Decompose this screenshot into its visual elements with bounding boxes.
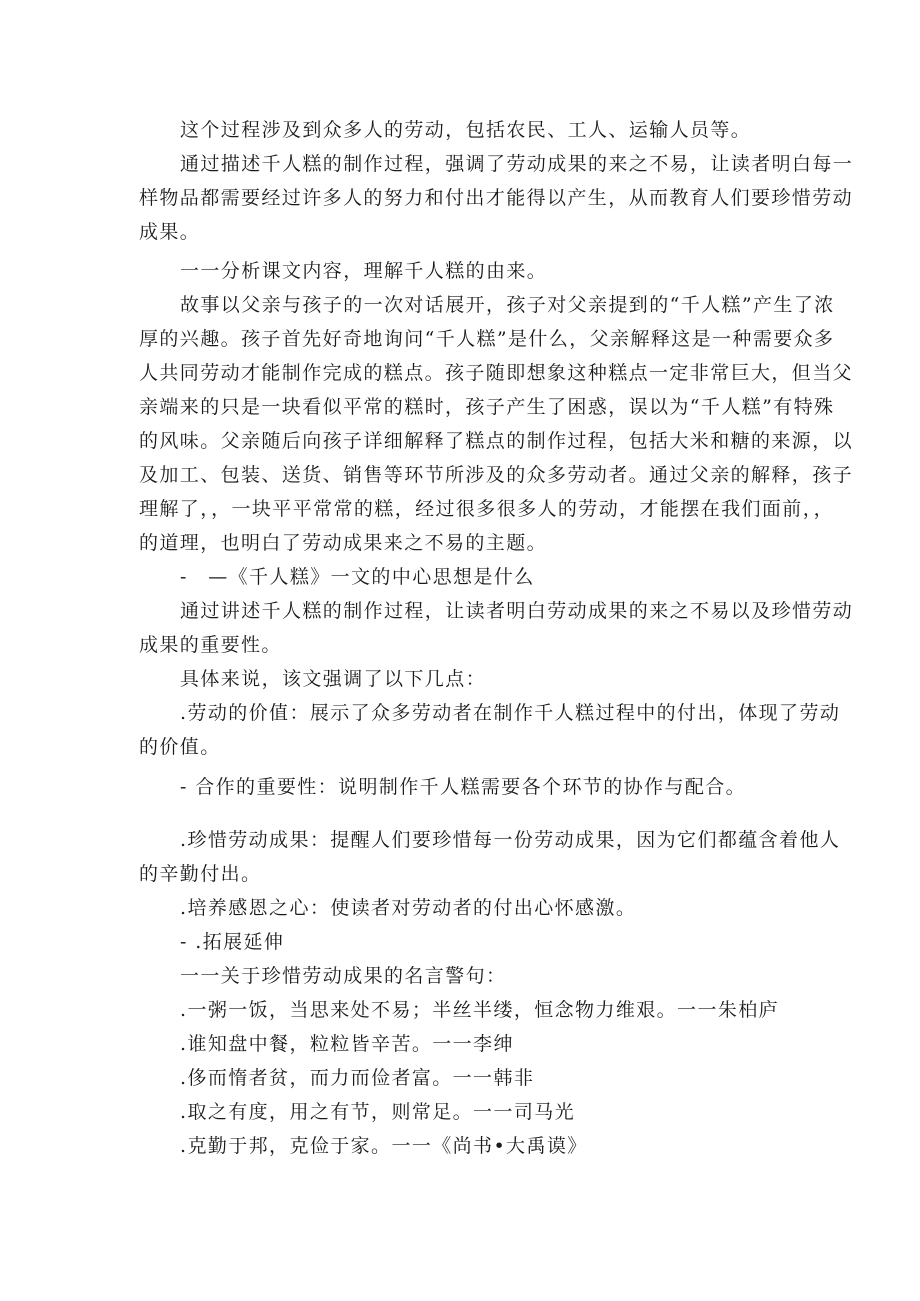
section-heading: - .拓展延伸 (180, 931, 285, 953)
section-heading: 一一分析课文内容，理解千人糕的由来。 (180, 260, 548, 282)
list-item: .劳动的价值：展示了众多劳动者在制作千人糕过程中的付出，体现了劳动 (180, 702, 841, 724)
list-item-continuation: 的辛勤付出。 (139, 863, 262, 885)
paragraph-line: 成果。 (139, 221, 201, 243)
paragraph-line: 一一关于珍惜劳动成果的名言警句： (180, 965, 507, 987)
list-item-continuation: 的价值。 (139, 736, 221, 758)
paragraph-line: 人共同劳动才能制作完成的糕点。孩子随即想象这种糕点一定非常巨大，但当父 (139, 362, 854, 384)
paragraph-line: 理解了，，一块平平常常的糕，经过很多很多人的劳动，才能摆在我们面前，， (139, 498, 835, 520)
paragraph-line: 具体来说，该文强调了以下几点： (180, 668, 487, 690)
paragraph-line: 的风味。父亲随后向孩子详细解释了糕点的制作过程，包括大米和糖的来源，以 (139, 430, 854, 452)
paragraph-line: 通过描述千人糕的制作过程，强调了劳动成果的来之不易，让读者明白每一 (180, 153, 854, 175)
quote-item: .取之有度，用之有节，则常足。一一司马光 (180, 1101, 576, 1123)
quote-item: .谁知盘中餐，粒粒皆辛苦。一一李绅 (180, 1033, 514, 1055)
paragraph-line: 的道理，也明白了劳动成果来之不易的主题。 (139, 532, 548, 554)
paragraph-line: 样物品都需要经过许多人的努力和付出才能得以产生，从而教育人们要珍惜劳动 (139, 187, 854, 209)
paragraph-line: 亲端来的只是一块看似平常的糕时，孩子产生了困惑，误以为“千人糕”有特殊 (139, 396, 835, 418)
paragraph-line: 这个过程涉及到众多人的劳动，包括农民、工人、运输人员等。 (180, 119, 752, 141)
quote-item: .克勤于邦，克俭于家。一一《尚书•大禹谟》 (180, 1135, 588, 1157)
section-heading: - —《千人糕》一文的中心思想是什么 (180, 566, 535, 588)
list-item: - 合作的重要性：说明制作千人糕需要各个环节的协作与配合。 (180, 776, 747, 798)
paragraph-line: 厚的兴趣。孩子首先好奇地询问“千人糕”是什么，父亲解释这是一种需要众多 (139, 328, 835, 350)
paragraph-line: 成果的重要性。 (139, 634, 282, 656)
paragraph-line: 及加工、包装、送货、销售等环节所涉及的众多劳动者。通过父亲的解释，孩子 (139, 464, 854, 486)
quote-item: .侈而惰者贫，而力而俭者富。一一韩非 (180, 1067, 535, 1089)
quote-item: .一粥一饭，当思来处不易；半丝半缕，恒念物力维艰。一一朱柏庐 (180, 999, 780, 1021)
list-item: .珍惜劳动成果：提醒人们要珍惜每一份劳动成果，因为它们都蕴含着他人 (180, 829, 841, 851)
list-item: .培养感恩之心：使读者对劳动者的付出心怀感激。 (180, 897, 637, 919)
paragraph-line: 通过讲述千人糕的制作过程，让读者明白劳动成果的来之不易以及珍惜劳动 (180, 600, 854, 622)
paragraph-line: 故事以父亲与孩子的一次对话展开，孩子对父亲提到的“千人糕”产生了浓 (180, 294, 835, 316)
